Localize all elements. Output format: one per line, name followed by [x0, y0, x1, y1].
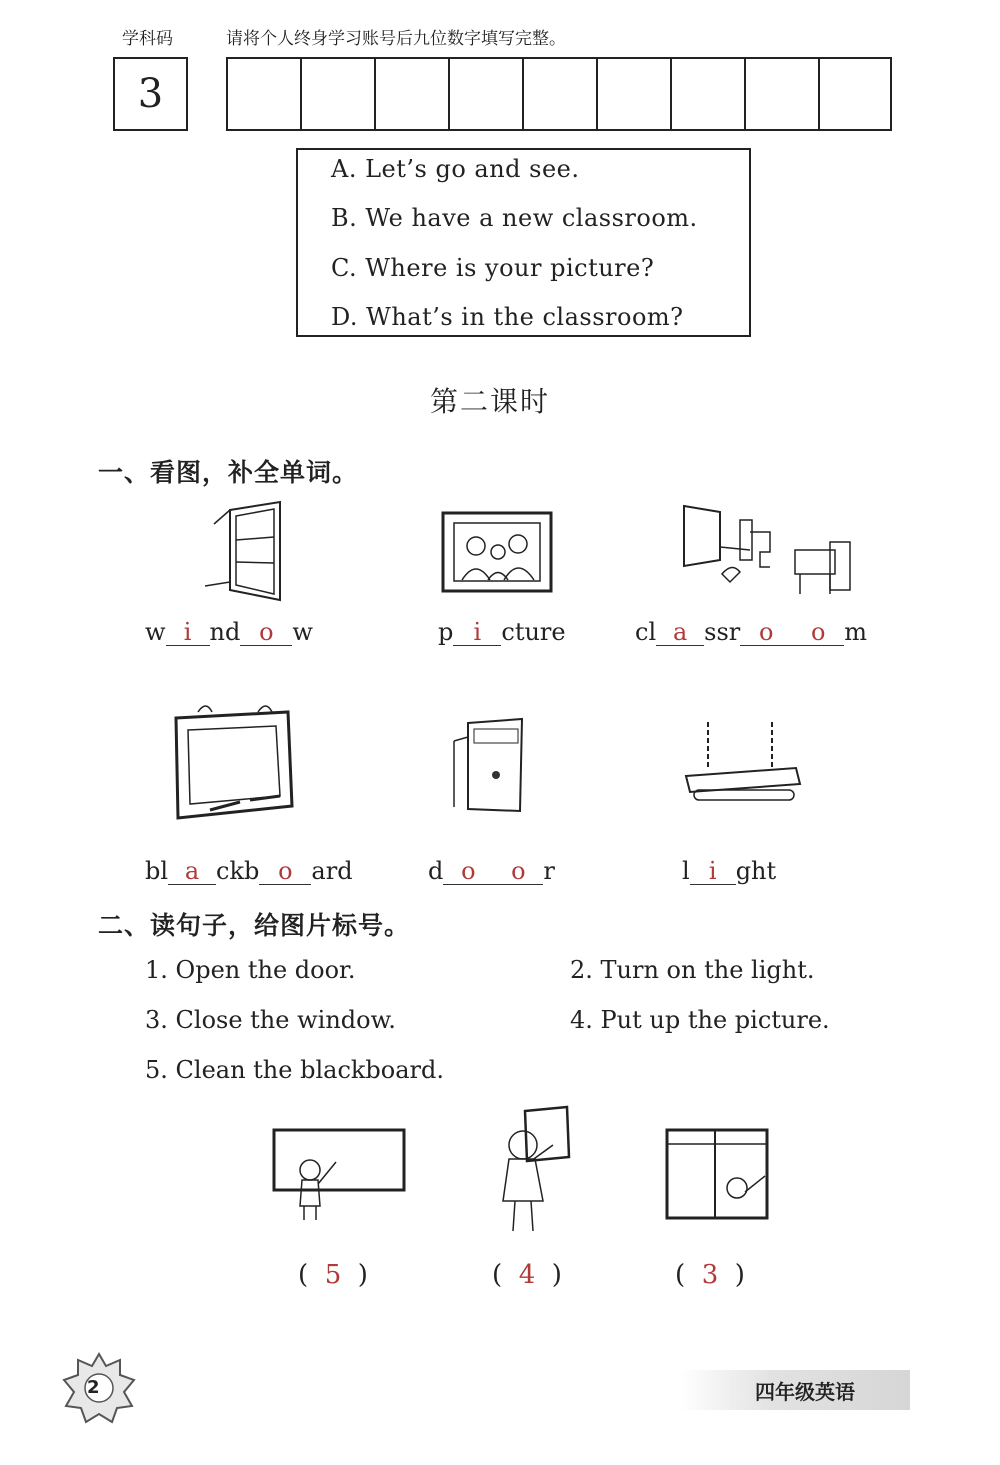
answer-paren-2: ( 4 ) [492, 1260, 562, 1290]
door-illustration [450, 717, 530, 817]
blank-input[interactable]: o [240, 619, 292, 646]
clean-blackboard-illustration [272, 1128, 407, 1223]
blank-input[interactable]: i [453, 619, 501, 646]
option-c: C. Where is your picture? [331, 254, 655, 282]
blank-input[interactable]: i [166, 619, 210, 646]
option-d: D. What’s in the classroom? [331, 303, 684, 331]
answer-value-1[interactable]: 5 [324, 1260, 342, 1290]
answer-paren-3: ( 3 ) [675, 1260, 745, 1290]
section-1-heading: 一、看图，补全单词。 [98, 458, 359, 487]
word-blackboard: bl a ckb o ard [145, 857, 353, 885]
put-up-picture-illustration [495, 1105, 575, 1240]
word-picture: p i cture [438, 618, 566, 646]
sentence-2: 2. Turn on the light. [570, 956, 815, 984]
sentence-4: 4. Put up the picture. [570, 1006, 830, 1034]
book-title: 四年级英语 [755, 1380, 855, 1404]
answer-paren-1: ( 5 ) [298, 1260, 368, 1290]
account-number-boxes[interactable] [226, 57, 892, 131]
subject-code-value: 3 [137, 71, 164, 117]
blank-input[interactable]: o [443, 858, 493, 885]
blank-input[interactable]: i [690, 858, 736, 885]
page-number: 2 [87, 1377, 100, 1398]
word-door: d o o r [428, 857, 555, 885]
blank-input[interactable]: o [740, 619, 792, 646]
window-illustration [200, 500, 295, 605]
close-window-illustration [665, 1128, 775, 1223]
blackboard-illustration [170, 700, 300, 830]
word-classroom: cl a ssr o o m [635, 618, 867, 646]
light-illustration [680, 720, 805, 810]
section-2-heading: 二、读句子，给图片标号。 [98, 911, 411, 940]
answer-value-2[interactable]: 4 [518, 1260, 536, 1290]
classroom-illustration [680, 502, 855, 597]
account-instruction: 请将个人终身学习账号后九位数字填写完整。 [226, 29, 566, 49]
blank-input[interactable]: a [168, 858, 216, 885]
word-light: l i ght [682, 857, 777, 885]
sentence-5: 5. Clean the blackboard. [145, 1056, 445, 1084]
option-a: A. Let’s go and see. [331, 155, 580, 183]
answer-value-3[interactable]: 3 [701, 1260, 719, 1290]
lesson-title: 第二课时 [430, 385, 551, 418]
subject-code-box [113, 57, 188, 131]
blank-input[interactable]: o [259, 858, 311, 885]
blank-input[interactable]: a [656, 619, 704, 646]
blank-input[interactable]: o [493, 858, 543, 885]
picture-illustration [440, 510, 555, 595]
options-box [296, 148, 751, 337]
sentence-3: 3. Close the window. [145, 1006, 396, 1034]
subject-code-label: 学科码 [122, 29, 173, 49]
word-window: w i nd o w [145, 618, 313, 646]
blank-input[interactable]: o [792, 619, 844, 646]
sentence-1: 1. Open the door. [145, 956, 356, 984]
option-b: B. We have a new classroom. [331, 204, 698, 232]
